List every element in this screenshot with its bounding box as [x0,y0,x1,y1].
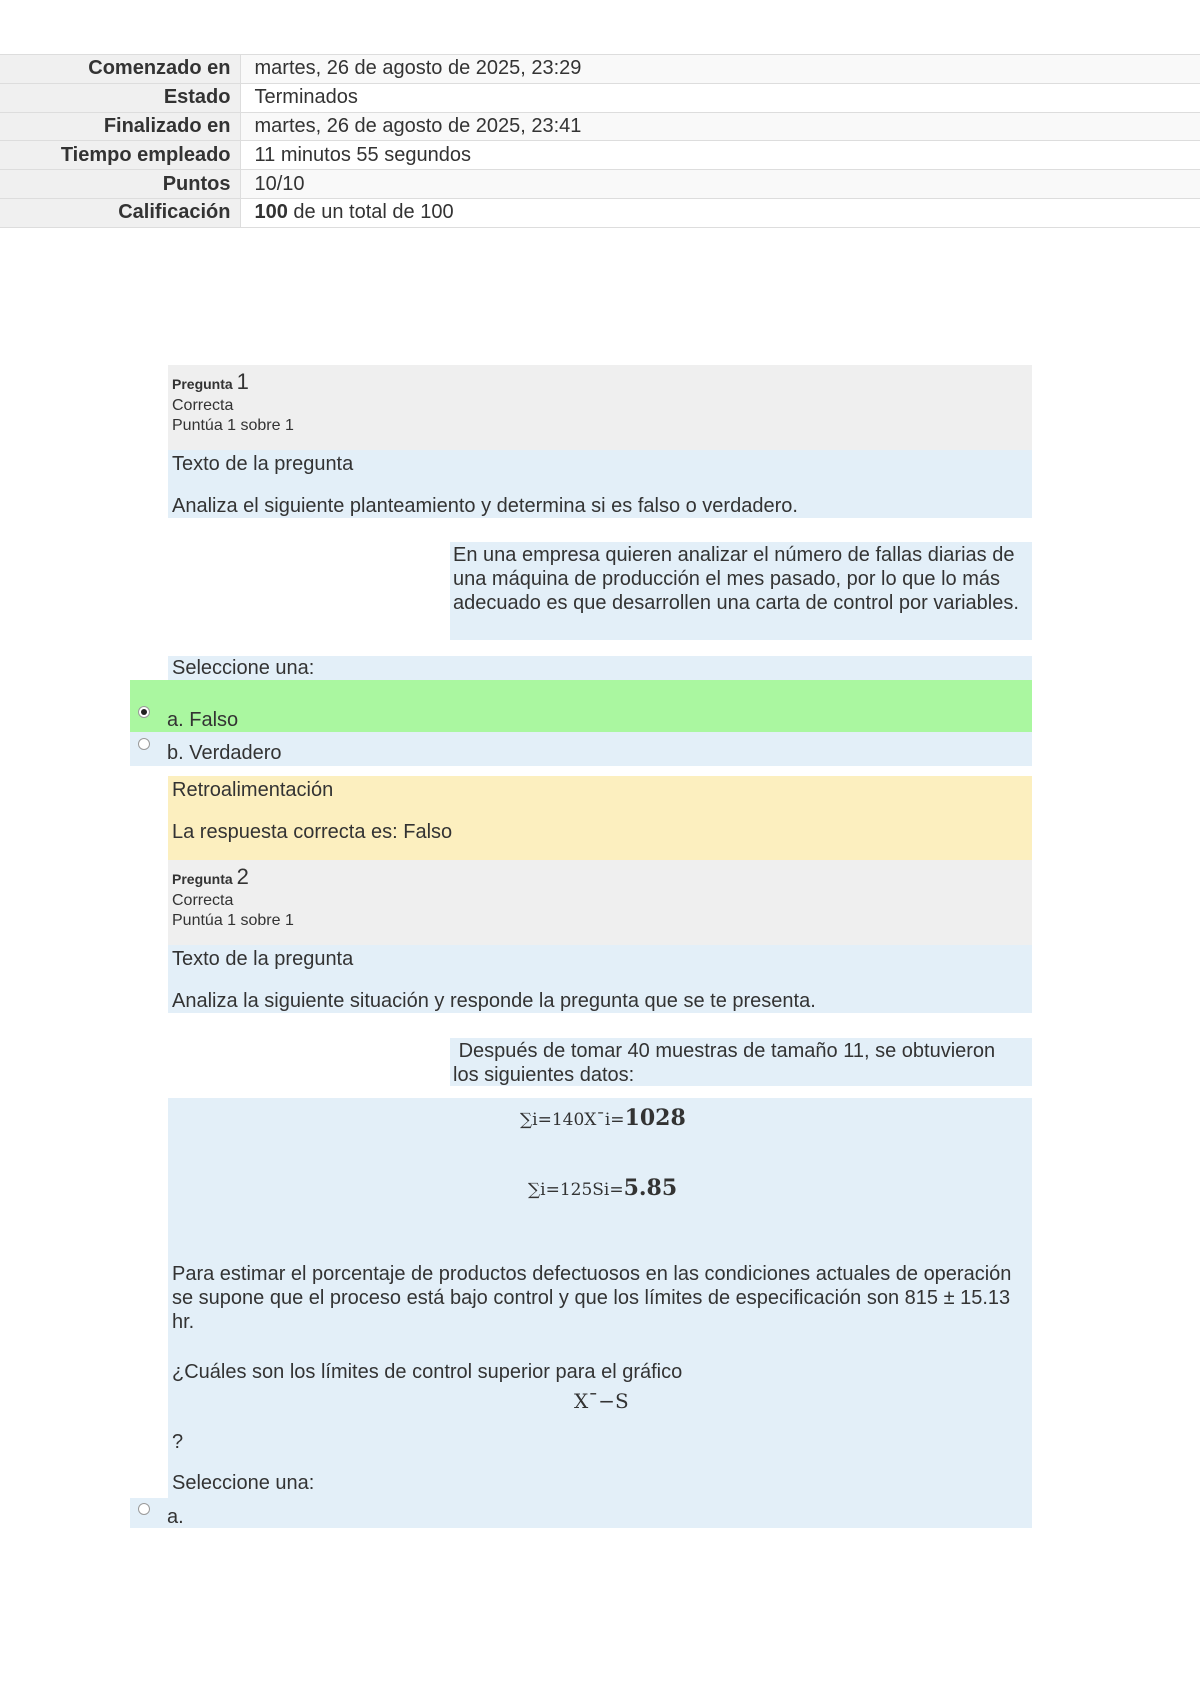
select-prompt: Seleccione una: [172,657,315,679]
summary-label: Tiempo empleado [0,141,240,170]
option-label: a. [167,1506,184,1528]
question-2-text [168,945,1032,1013]
question-1-prompt-box [168,656,1032,680]
summary-value: Terminados [240,83,1200,112]
summary-row [0,83,1200,112]
answer-option-a[interactable] [130,1498,1032,1528]
summary-row [0,55,1200,84]
formula-sum-s [528,1174,677,1204]
formula-sum-xbar [520,1104,686,1134]
radio-button[interactable] [138,738,150,750]
summary-row [0,112,1200,141]
radio-button[interactable] [138,1503,150,1515]
summary-row [0,198,1200,227]
formula-value: 1028 [624,1105,686,1131]
question-2-info [168,860,1032,945]
summary-value: 11 minutos 55 segundos [240,141,1200,170]
attempt-summary-table [0,54,1200,228]
summary-label: Finalizado en [0,112,240,141]
feedback-text: La respuesta correcta es: Falso [172,821,453,843]
question-grade: Puntúa 1 sobre 1 [172,912,294,929]
grade-total: de un total de 100 [287,201,454,224]
formula-value: 5.85 [623,1175,678,1201]
question-label: Pregunta [172,871,233,887]
question-grade: Puntúa 1 sobre 1 [172,417,294,434]
summary-label: Comenzado en [0,55,240,84]
question-intro: Analiza la siguiente situación y responde la pregunta que se te presenta. [172,990,816,1012]
feedback-title: Retroalimentación [172,779,334,801]
question-1-info [168,365,1032,450]
question-situation: Después de tomar 40 muestras de tamaño 11, se obtuvieron los siguientes datos: [453,1040,1001,1086]
option-label: a. Falso [167,709,239,731]
formula-left: ∑i=125Si= [528,1180,624,1200]
question-number [172,865,1028,891]
formula-left: ∑i=140X¯i= [520,1110,625,1130]
answer-option-a[interactable] [130,680,1032,732]
summary-value [240,198,1200,227]
summary-row [0,141,1200,170]
summary-value: martes, 26 de agosto de 2025, 23:41 [240,112,1200,141]
question-state: Correcta [172,397,234,414]
summary-value: 10/10 [240,170,1200,199]
summary-label: Calificación [0,198,240,227]
option-label: b. Verdadero [167,742,282,764]
question-number-value: 1 [236,369,249,394]
question-state: Correcta [172,892,234,909]
question-heading: Texto de la pregunta [172,453,354,475]
summary-value: martes, 26 de agosto de 2025, 23:29 [240,55,1200,84]
select-prompt: Seleccione una: [172,1472,315,1494]
question-2-situation-box [450,1038,1032,1086]
summary-label: Estado [0,83,240,112]
summary-label: Puntos [0,170,240,199]
question-label: Pregunta [172,376,233,392]
question-mark: ? [172,1431,184,1453]
question-1-text [168,450,1032,518]
chart-symbol: X¯−S [574,1389,629,1413]
radio-button-selected[interactable] [138,706,150,718]
question-number-value: 2 [236,864,249,889]
question-2-body [168,1098,1032,1528]
summary-row [0,170,1200,199]
question-statement: En una empresa quieren analizar el número de fallas diarias de una máquina de producción el mes pasado, por lo que lo más adecuado es que desarrollen una carta de control por variables. [453,544,1019,614]
question-1-feedback [168,776,1032,860]
question-intro: Analiza el siguiente planteamiento y determina si es falso o verdadero. [172,495,798,517]
question-heading: Texto de la pregunta [172,948,354,970]
question-number [172,370,1028,396]
question-paragraph: Para estimar el porcentaje de productos defectuosos en las condiciones actuales de operación se supone que el proceso está bajo control y que los límites de especificación son 815 ± 15.13 hr. [172,1263,1012,1333]
grade-score: 100 [254,201,288,224]
question-1-statement-box [450,542,1032,640]
question-prompt-text: ¿Cuáles son los límites de control superior para el gráfico [172,1361,683,1383]
answer-option-b[interactable] [130,732,1032,766]
